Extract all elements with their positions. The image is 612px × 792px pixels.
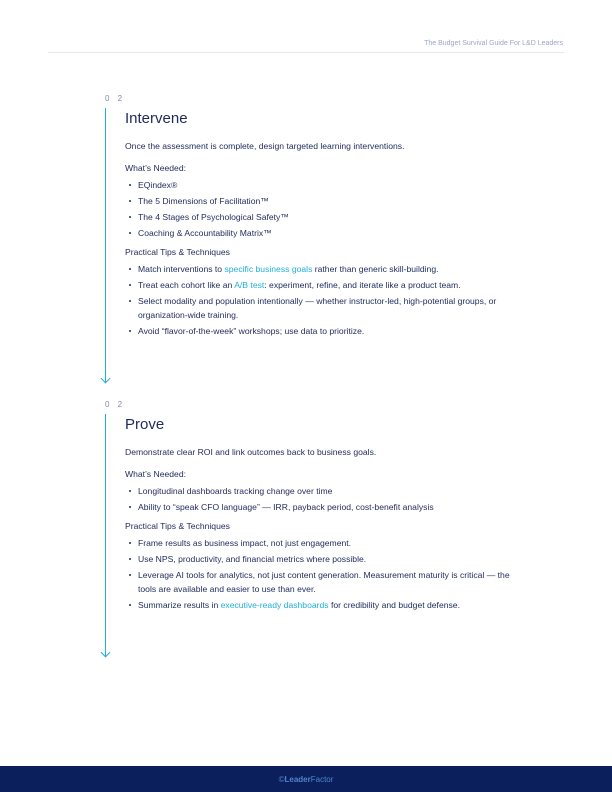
arrow-down-icon — [101, 374, 111, 384]
list-item: Longitudinal dashboards tracking change over time — [125, 484, 515, 498]
bullet-icon — [129, 506, 131, 508]
section-number: 0 2 — [105, 400, 126, 409]
needed-heading: What’s Needed: — [125, 163, 186, 173]
needed-list — [125, 484, 515, 514]
list-item: Summarize results in executive-ready dashboards for credibility and budget defense. — [125, 598, 515, 612]
arrow-down-icon — [101, 648, 111, 658]
section-content — [125, 416, 515, 614]
bullet-icon — [129, 542, 131, 544]
footer-logo: ©LeaderFactor — [278, 775, 334, 784]
section-intervene — [105, 94, 515, 390]
header-divider — [48, 52, 564, 53]
bullet-icon — [129, 284, 131, 286]
section-number: 0 2 — [105, 94, 126, 103]
bullet-icon — [129, 268, 131, 270]
timeline-line — [105, 108, 106, 382]
tips-list — [125, 262, 515, 338]
list-item: Frame results as business impact, not just engagement. — [125, 536, 515, 550]
list-item: Select modality and population intentionally — whether instructor-led, high-potential groups, or organization-wide training. — [125, 294, 515, 322]
bullet-icon — [129, 200, 131, 202]
list-item: EQindex® — [125, 178, 515, 192]
bullet-icon — [129, 184, 131, 186]
bullet-icon — [129, 330, 131, 332]
tips-heading: Practical Tips & Techniques — [125, 247, 230, 257]
list-item: The 5 Dimensions of Facilitation™ — [125, 194, 515, 208]
highlight-text: specific business goals — [224, 264, 313, 274]
section-intro: Once the assessment is complete, design targeted learning interventions. — [125, 141, 405, 151]
list-item: Ability to “speak CFO language” — IRR, payback period, cost-benefit analysis — [125, 500, 515, 514]
needed-heading: What’s Needed: — [125, 469, 186, 479]
bullet-icon — [129, 300, 131, 302]
list-item: Treat each cohort like an A/B test: experiment, refine, and iterate like a product team. — [125, 278, 515, 292]
footer-bar — [0, 766, 612, 792]
list-item: Leverage AI tools for analytics, not just content generation. Measurement maturity is critical — the tools are available and easier to use than ever. — [125, 568, 515, 596]
section-content — [125, 110, 515, 340]
tips-heading: Practical Tips & Techniques — [125, 521, 230, 531]
section-title: Prove — [125, 416, 165, 433]
list-item: Match interventions to specific business goals rather than generic skill-building. — [125, 262, 515, 276]
tips-list — [125, 536, 515, 612]
bullet-icon — [129, 558, 131, 560]
bullet-icon — [129, 216, 131, 218]
header-title: The Budget Survival Guide For L&D Leaders — [424, 40, 563, 47]
list-item: Use NPS, productivity, and financial metrics where possible. — [125, 552, 515, 566]
section-prove — [105, 400, 515, 660]
bullet-icon — [129, 574, 131, 576]
section-intro: Demonstrate clear ROI and link outcomes back to business goals. — [125, 447, 377, 457]
needed-list — [125, 178, 515, 240]
section-title: Intervene — [125, 110, 188, 127]
list-item: The 4 Stages of Psychological Safety™ — [125, 210, 515, 224]
highlight-text: executive-ready dashboards — [220, 600, 329, 610]
bullet-icon — [129, 490, 131, 492]
list-item: Avoid “flavor-of-the-week” workshops; use data to prioritize. — [125, 324, 515, 338]
timeline-line — [105, 414, 106, 656]
list-item: Coaching & Accountability Matrix™ — [125, 226, 515, 240]
bullet-icon — [129, 604, 131, 606]
bullet-icon — [129, 232, 131, 234]
highlight-text: A/B test — [234, 280, 265, 290]
